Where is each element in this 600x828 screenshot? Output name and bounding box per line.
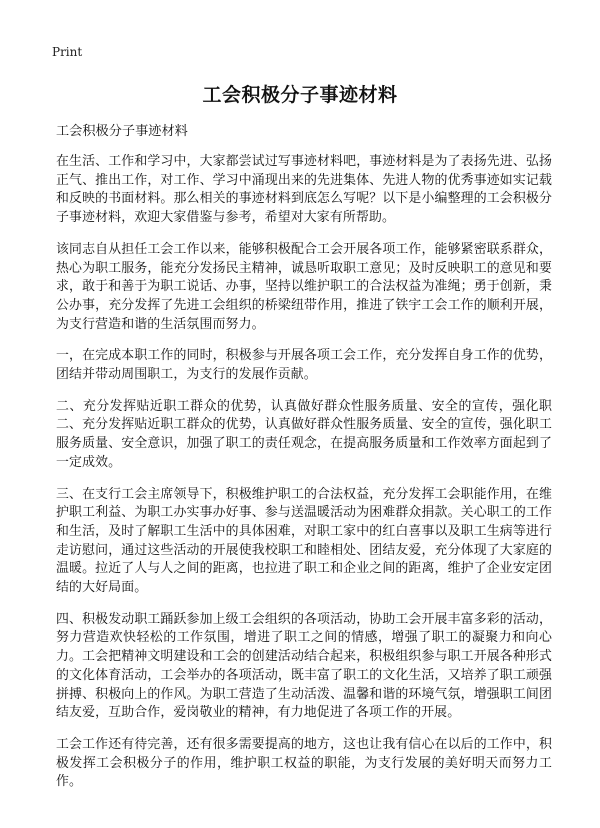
- paragraph-point-4: 四、积极发动职工踊跃参加上级工会组织的各项活动，协助工会开展丰富多彩的活动，努力营造欢快轻松的工作氛围，增进了职工之间的情感，增强了职工的凝聚力和向心力。工会把精神文明建设和工会的创建活动结合起来，积极组织参与职工开展各种形式的文化体育活动，工会举办的各项活动，既丰富了职工的文化生活，又培养了职工顽强拼搏、积极向上的作风。为职工营造了生动活泼、温馨和谐的环境气氛，增强职工间团结友爱，互助合作，爱岗敬业的精神，有力地促进了各项工作的开展。: [56, 611, 552, 721]
- paragraph-summary: 该同志自从担任工会工作以来，能够积极配合工会开展各项工作，能够紧密联系群众，热心为职工服务，能充分发扬民主精神，诚恳听取职工意见；及时反映职工的意见和要求，敢于和善于为职工说话、办事，坚持以维护职工的合法权益为准绳；勇于创新，秉公办事，充分发挥了先进工会组织的桥梁纽带作用，推进了铁宇工会工作的顺利开展，为支行营造和谐的生活氛围而努力。: [56, 241, 552, 332]
- paragraph-intro: 在生活、工作和学习中，大家都尝试过写事迹材料吧，事迹材料是为了表扬先进、弘扬正气、推出工作，对工作、学习中涌现出来的先进集体、先进人物的优秀事迹如实记载和反映的书面材料。那么相关的事迹材料到底怎么写呢？以下是小编整理的工会积极分子事迹材料，欢迎大家借鉴与参考，希望对大家有所帮助。: [56, 154, 552, 226]
- paragraph-point-2: 二、充分发挥贴近职工群众的优势，认真做好群众性服务质量、安全的宣传，强化职二、充分发挥贴近职工群众的优势，认真做好群众性服务质量、安全的宣传，强化职工服务质量、安全意识，加强了职工的责任观念，在提高服务质量和工作效率方面起到了一定成效。: [56, 398, 552, 470]
- paragraph-point-1: 一，在完成本职工作的同时，积极参与开展各项工会工作，充分发挥自身工作的优势，团结并带动周围职工，为支行的发展作贡献。: [56, 348, 552, 383]
- document-body: [56, 122, 552, 805]
- paragraph-conclusion: 工会工作还有待完善，还有很多需要提高的地方，这也让我有信心在以后的工作中，积极发挥工会积极分子的作用，维护职工权益的职能，为支行发展的美好明天而努力工作。: [56, 736, 552, 790]
- page-title: 工会积极分子事迹材料: [202, 84, 398, 106]
- print-link[interactable]: Print: [52, 45, 83, 59]
- document-subtitle: 工会积极分子事迹材料: [56, 124, 188, 139]
- paragraph-point-3: 三、在支行工会主席领导下，积极维护职工的合法权益，充分发挥工会职能作用，在维护职工利益、为职工办实事办好事、参与送温暖活动为困难群众捐款。关心职工的工作和生活，及时了解职工生活中的具体困难，对职工家中的红白喜事以及职工生病等进行走访慰问，通过这些活动的开展使我校职工和睦相处、团结友爱，充分体现了大家庭的温暖。拉近了人与人之间的距离，也拉进了职工和企业之间的距离，维护了企业安定团结的大好局面。: [56, 486, 552, 596]
